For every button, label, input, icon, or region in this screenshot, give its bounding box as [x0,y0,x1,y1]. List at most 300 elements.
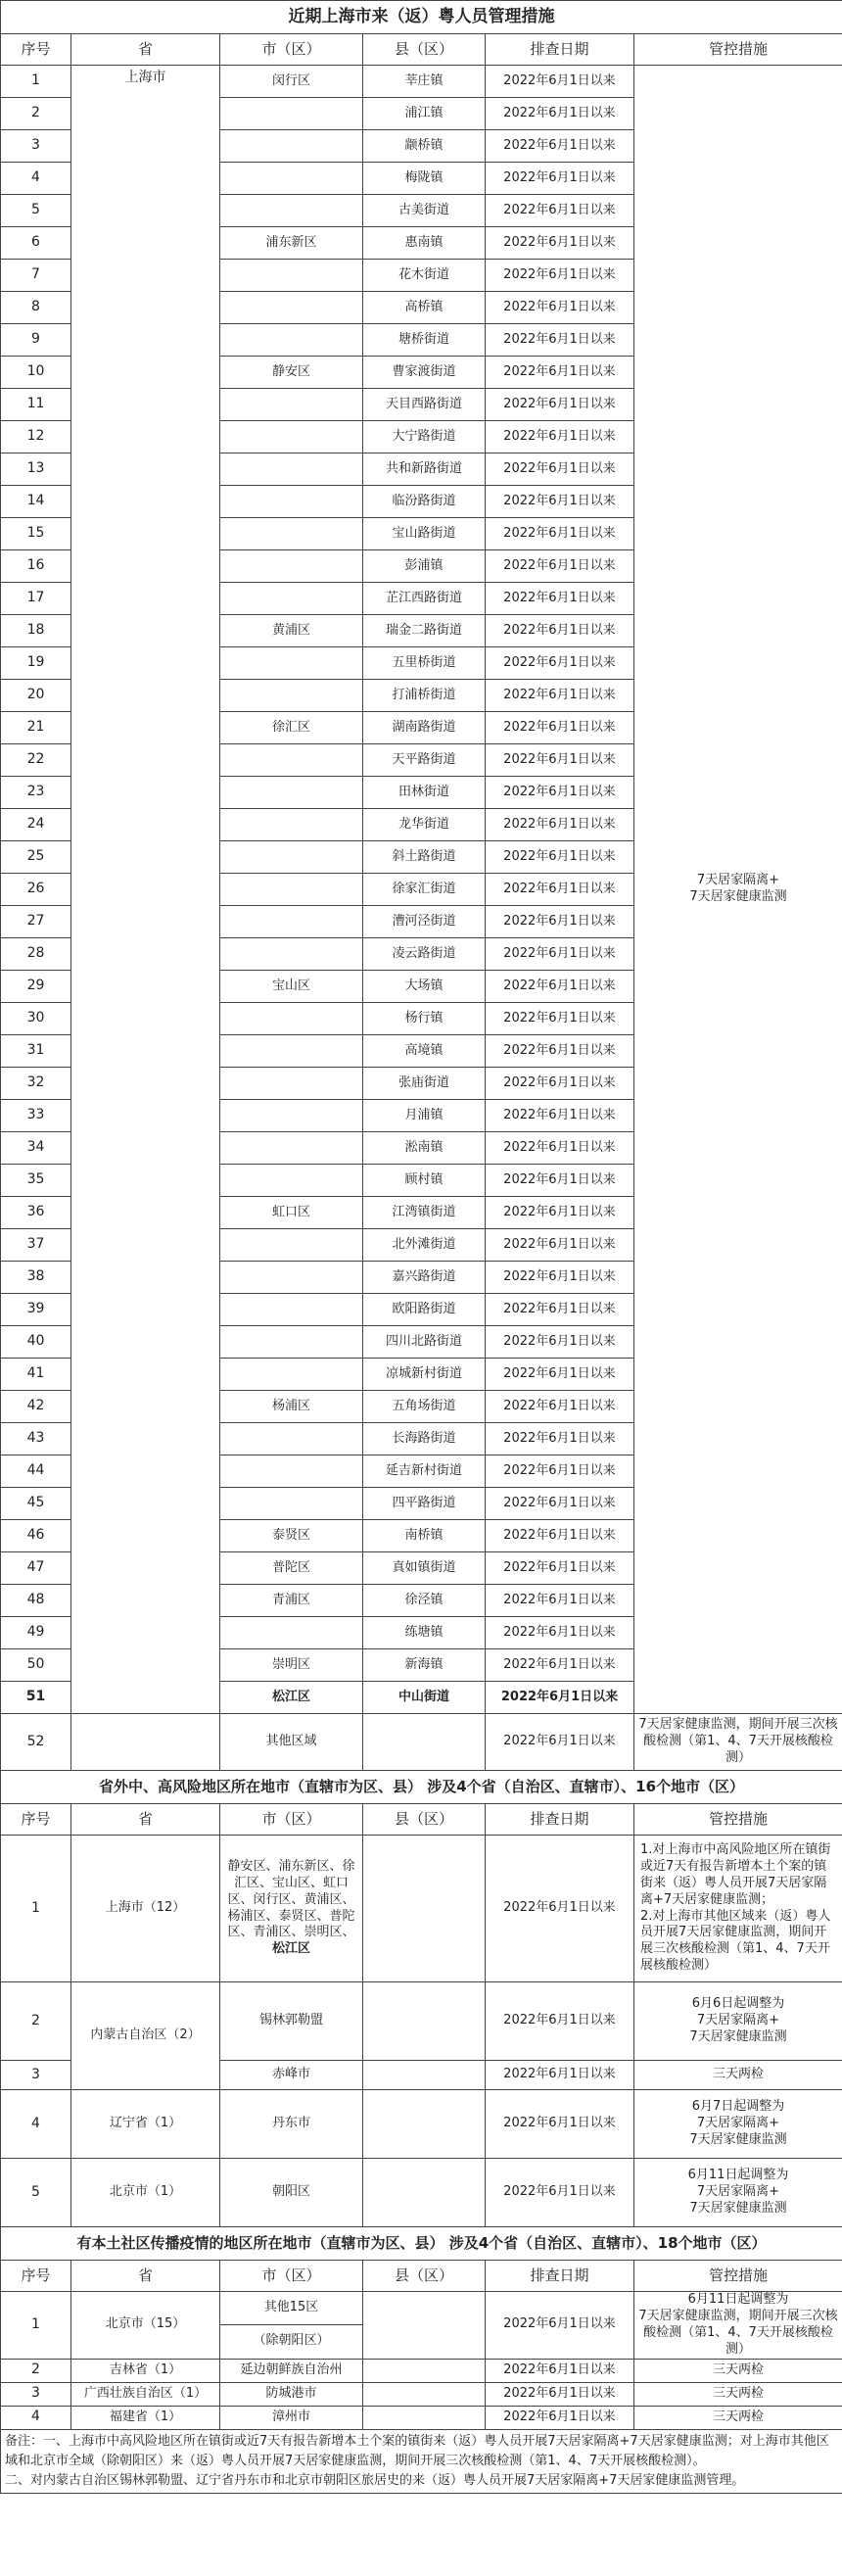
row-number: 1 [1,2292,71,2360]
row-number: 38 [1,1262,71,1294]
date-cell: 2022年6月1日以来 [486,2406,634,2429]
section1-header-row [1,34,842,66]
county-cell: 打浦桥街道 [363,680,486,712]
county-cell: 新海镇 [363,1649,486,1682]
city-cell [220,518,363,550]
table-row [1,66,842,98]
county-cell: 杨行镇 [363,1003,486,1035]
row-number: 41 [1,1359,71,1391]
section2-header-row [1,1804,842,1836]
header-no: 序号 [1,1804,71,1836]
county-cell: 凉城新村街道 [363,1359,486,1391]
county-cell: 延吉新村街道 [363,1455,486,1488]
date-cell: 2022年6月1日以来 [486,1035,634,1068]
row-number: 11 [1,389,71,421]
row-number: 12 [1,421,71,453]
city-cell [220,1423,363,1455]
city-cell: 泰贤区 [220,1520,363,1552]
row-number: 30 [1,1003,71,1035]
city-cell: 松江区 [220,1682,363,1714]
row-number: 19 [1,647,71,680]
table-row [1,2159,842,2227]
measure-cell: 三天两检 [634,2382,842,2406]
county-cell: 大宁路街道 [363,421,486,453]
city-cell: 丹东市 [220,2090,363,2159]
city-cell [220,1455,363,1488]
row-number: 26 [1,874,71,906]
section3-title: 有本土社区传播疫情的地区所在地市（直辖市为区、县） 涉及4个省（自治区、直辖市）、18个地市（区） [1,2227,842,2261]
date-cell: 2022年6月1日以来 [486,324,634,357]
county-cell [363,1836,486,1982]
city-cell [220,744,363,777]
city-cell [220,841,363,874]
row-number: 49 [1,1617,71,1649]
county-cell: 浦江镇 [363,98,486,130]
date-cell: 2022年6月1日以来 [486,1585,634,1617]
date-cell: 2022年6月1日以来 [486,163,634,195]
county-cell: 天目西路街道 [363,389,486,421]
city-cell [220,1294,363,1326]
date-cell: 2022年6月1日以来 [486,1682,634,1714]
measure-cell: 7天居家隔离+ 7天居家健康监测 [634,66,842,1714]
county-cell [363,1982,486,2061]
city-cell: 徐汇区 [220,712,363,744]
row-number: 52 [1,1714,71,1771]
county-cell: 梅陇镇 [363,163,486,195]
date-cell: 2022年6月1日以来 [486,1617,634,1649]
city-cell [220,453,363,486]
county-cell: 嘉兴路街道 [363,1262,486,1294]
city-cell [220,938,363,971]
county-cell: 龙华街道 [363,809,486,841]
county-cell: 北外滩街道 [363,1229,486,1262]
row-number: 46 [1,1520,71,1552]
date-cell: 2022年6月1日以来 [486,1552,634,1585]
section2-title: 省外中、高风险地区所在地市（直辖市为区、县） 涉及4个省（自治区、直辖市）、16个地市（区） [1,1771,842,1804]
measure-cell: 三天两检 [634,2406,842,2429]
county-cell: 五角场街道 [363,1391,486,1423]
row-number: 1 [1,1836,71,1982]
city-cell [220,583,363,615]
section-title-row [1,1771,842,1804]
county-cell: 高桥镇 [363,292,486,324]
row-number: 47 [1,1552,71,1585]
note-row [1,2429,842,2493]
county-cell: 五里桥街道 [363,647,486,680]
date-cell: 2022年6月1日以来 [486,583,634,615]
county-cell: 练塘镇 [363,1617,486,1649]
county-cell: 彭浦镇 [363,550,486,583]
city-cell [220,809,363,841]
province-cell [71,1714,220,1771]
row-number: 25 [1,841,71,874]
date-cell: 2022年6月1日以来 [486,1836,634,1982]
city-cell [220,1229,363,1262]
city-cell [220,195,363,227]
row-number: 17 [1,583,71,615]
city-cell [220,906,363,938]
county-cell: 宝山路街道 [363,518,486,550]
city-cell: 崇明区 [220,1649,363,1682]
county-cell: 凌云路街道 [363,938,486,971]
header-measure: 管控措施 [634,34,842,66]
date-cell: 2022年6月1日以来 [486,971,634,1003]
date-cell: 2022年6月1日以来 [486,2090,634,2159]
row-number: 28 [1,938,71,971]
city-cell: 其他区域 [220,1714,363,1771]
header-no: 序号 [1,2261,71,2292]
date-cell: 2022年6月1日以来 [486,1520,634,1552]
row-number: 4 [1,2406,71,2429]
row-number: 7 [1,260,71,292]
date-cell: 2022年6月1日以来 [486,1229,634,1262]
county-cell: 惠南镇 [363,227,486,260]
city-cell: 宝山区 [220,971,363,1003]
row-number: 5 [1,2159,71,2227]
county-cell [363,2359,486,2382]
date-cell: 2022年6月1日以来 [486,712,634,744]
date-cell: 2022年6月1日以来 [486,1982,634,2061]
row-number: 2 [1,1982,71,2061]
date-cell: 2022年6月1日以来 [486,744,634,777]
county-cell: 淞南镇 [363,1132,486,1165]
date-cell: 2022年6月1日以来 [486,809,634,841]
city-cell: 青浦区 [220,1585,363,1617]
county-cell [363,2159,486,2227]
header-county: 县（区） [363,2261,486,2292]
county-cell: 长海路街道 [363,1423,486,1455]
row-number: 31 [1,1035,71,1068]
header-date: 排查日期 [486,2261,634,2292]
city-cell [220,647,363,680]
header-no: 序号 [1,34,71,66]
date-cell: 2022年6月1日以来 [486,906,634,938]
county-cell: 四平路街道 [363,1488,486,1520]
city-cell: 防城港市 [220,2382,363,2406]
note-cell [1,2429,842,2493]
date-cell: 2022年6月1日以来 [486,2292,634,2360]
date-cell: 2022年6月1日以来 [486,1262,634,1294]
city-cell [220,1165,363,1197]
date-cell: 2022年6月1日以来 [486,98,634,130]
row-number: 51 [1,1682,71,1714]
city-cell: 虹口区 [220,1197,363,1229]
city-cell [220,1359,363,1391]
date-cell: 2022年6月1日以来 [486,1100,634,1132]
city-cell [220,260,363,292]
county-cell: 中山街道 [363,1682,486,1714]
row-number: 18 [1,615,71,647]
date-cell: 2022年6月1日以来 [486,1165,634,1197]
county-cell [363,2382,486,2406]
row-number: 23 [1,777,71,809]
city-cell: 延边朝鲜族自治州 [220,2359,363,2382]
city-cell: 普陀区 [220,1552,363,1585]
city-cell [220,1262,363,1294]
date-cell: 2022年6月1日以来 [486,1391,634,1423]
row-number: 6 [1,227,71,260]
county-cell: 古美街道 [363,195,486,227]
row-number: 35 [1,1165,71,1197]
date-cell: 2022年6月1日以来 [486,2359,634,2382]
header-city: 市（区） [220,34,363,66]
date-cell: 2022年6月1日以来 [486,421,634,453]
county-cell: 临汾路街道 [363,486,486,518]
city-cell [220,550,363,583]
date-cell: 2022年6月1日以来 [486,260,634,292]
county-cell: 天平路街道 [363,744,486,777]
county-cell: 花木街道 [363,260,486,292]
date-cell: 2022年6月1日以来 [486,66,634,98]
row-number: 4 [1,163,71,195]
date-cell: 2022年6月1日以来 [486,2382,634,2406]
date-cell: 2022年6月1日以来 [486,680,634,712]
date-cell: 2022年6月1日以来 [486,1455,634,1488]
county-cell: 南桥镇 [363,1520,486,1552]
date-cell: 2022年6月1日以来 [486,292,634,324]
province-cell: 广西壮族自治区（1） [71,2382,220,2406]
header-province: 省 [71,1804,220,1836]
header-measure: 管控措施 [634,2261,842,2292]
row-number: 14 [1,486,71,518]
date-cell: 2022年6月1日以来 [486,615,634,647]
city-cell: 朝阳区 [220,2159,363,2227]
city-cell [220,1132,363,1165]
row-number: 32 [1,1068,71,1100]
row-number: 8 [1,292,71,324]
date-cell: 2022年6月1日以来 [486,1003,634,1035]
city-cell: 赤峰市 [220,2061,363,2090]
date-cell: 2022年6月1日以来 [486,1068,634,1100]
row-number: 34 [1,1132,71,1165]
row-number: 29 [1,971,71,1003]
date-cell: 2022年6月1日以来 [486,195,634,227]
row-number: 42 [1,1391,71,1423]
measure-cell: 6月11日起调整为 7天居家健康监测，期间开展三次核酸检测（第1、4、7天开展核酸检测） [634,2292,842,2360]
county-cell: 共和新路街道 [363,453,486,486]
city-cell [220,1035,363,1068]
date-cell: 2022年6月1日以来 [486,389,634,421]
row-number: 39 [1,1294,71,1326]
date-cell: 2022年6月1日以来 [486,1359,634,1391]
county-cell [363,2090,486,2159]
city-cell [220,1836,363,1982]
date-cell: 2022年6月1日以来 [486,841,634,874]
city-cell [220,680,363,712]
row-number: 2 [1,2359,71,2382]
date-cell: 2022年6月1日以来 [486,130,634,163]
row-number: 9 [1,324,71,357]
date-cell: 2022年6月1日以来 [486,938,634,971]
city-cell [220,1326,363,1359]
date-cell: 2022年6月1日以来 [486,874,634,906]
table-row [1,2359,842,2382]
row-number: 24 [1,809,71,841]
county-cell: 瑞金二路街道 [363,615,486,647]
date-cell: 2022年6月1日以来 [486,357,634,389]
row-number: 45 [1,1488,71,1520]
city-cell: 黄浦区 [220,615,363,647]
city-cell: 浦东新区 [220,227,363,260]
row-number: 36 [1,1197,71,1229]
row-number: 40 [1,1326,71,1359]
row-number: 1 [1,66,71,98]
row-number: 43 [1,1423,71,1455]
county-cell [363,1714,486,1771]
date-cell: 2022年6月1日以来 [486,1649,634,1682]
date-cell: 2022年6月1日以来 [486,486,634,518]
note-line2: 二、对内蒙古自治区锡林郭勒盟、辽宁省丹东市和北京市朝阳区旅居史的来（返）粤人员开展7天居家隔离+7天居家健康监测管理。 [5,2472,745,2488]
province-cell: 福建省（1） [71,2406,220,2429]
date-cell: 2022年6月1日以来 [486,1132,634,1165]
row-number: 21 [1,712,71,744]
county-cell: 曹家渡街道 [363,357,486,389]
county-cell: 塘桥街道 [363,324,486,357]
county-cell: 斜土路街道 [363,841,486,874]
table-row [1,2406,842,2429]
header-province: 省 [71,2261,220,2292]
row-number: 50 [1,1649,71,1682]
county-cell: 欧阳路街道 [363,1294,486,1326]
province-cell: 北京市（15） [71,2292,220,2360]
city-cell: 锡林郭勒盟 [220,1982,363,2061]
province-cell: 吉林省（1） [71,2359,220,2382]
province-cell: 辽宁省（1） [71,2090,220,2159]
county-cell: 颛桥镇 [363,130,486,163]
measure-cell: 7天居家健康监测，期间开展三次核酸检测（第1、4、7天开展核酸检测） [634,1714,842,1771]
measure-cell: 1.对上海市中高风险地区所在镇街或近7天有报告新增本土个案的镇街来（返）粤人员开展7天居家隔离+7天居家健康监测； 2.对上海市其他区域来（返）粤人员开展7天居家健康监测，期间开展三次核酸检测（第1、4、7天开展核酸检测） [634,1836,842,1982]
city-cell: 其他15区 [220,2292,363,2325]
row-number: 15 [1,518,71,550]
date-cell: 2022年6月1日以来 [486,2159,634,2227]
date-cell: 2022年6月1日以来 [486,1197,634,1229]
date-cell: 2022年6月1日以来 [486,777,634,809]
city-cell: 闵行区 [220,66,363,98]
row-number: 10 [1,357,71,389]
province-cell: 内蒙古自治区（2） [71,1982,220,2090]
city-cell [220,324,363,357]
row-number: 4 [1,2090,71,2159]
county-cell: 大场镇 [363,971,486,1003]
header-province: 省 [71,34,220,66]
measure-cell: 6月11日起调整为 7天居家隔离+ 7天居家健康监测 [634,2159,842,2227]
header-county: 县（区） [363,1804,486,1836]
county-cell: 田林街道 [363,777,486,809]
county-cell [363,2292,486,2360]
county-cell: 江湾镇街道 [363,1197,486,1229]
row-number: 2 [1,98,71,130]
county-cell [363,2406,486,2429]
date-cell: 2022年6月1日以来 [486,647,634,680]
province-cell: 上海市（12） [71,1836,220,1982]
city-cell: 杨浦区 [220,1391,363,1423]
measure-cell: 三天两检 [634,2359,842,2382]
county-cell: 漕河泾街道 [363,906,486,938]
city-list: 静安区、浦东新区、徐汇区、宝山区、虹口区、闵行区、黄浦区、杨浦区、泰贤区、普陀区、青浦区、崇明区、 [227,1858,355,1940]
county-cell: 徐泾镇 [363,1585,486,1617]
date-cell: 2022年6月1日以来 [486,518,634,550]
city-cell: 静安区 [220,357,363,389]
county-cell: 芷江西路街道 [363,583,486,615]
city-cell [220,777,363,809]
county-cell: 四川北路街道 [363,1326,486,1359]
date-cell: 2022年6月1日以来 [486,453,634,486]
county-cell: 月浦镇 [363,1100,486,1132]
row-number: 44 [1,1455,71,1488]
table-row [1,1714,842,1771]
header-measure: 管控措施 [634,1804,842,1836]
city-cell [220,292,363,324]
row-number: 13 [1,453,71,486]
province-cell: 北京市（1） [71,2159,220,2227]
header-city: 市（区） [220,2261,363,2292]
measure-cell: 三天两检 [634,2061,842,2090]
county-cell [363,2061,486,2090]
row-number: 37 [1,1229,71,1262]
county-cell: 顾村镇 [363,1165,486,1197]
row-number: 27 [1,906,71,938]
date-cell: 2022年6月1日以来 [486,227,634,260]
section1-title: 近期上海市来（返）粤人员管理措施 [1,1,842,34]
date-cell: 2022年6月1日以来 [486,550,634,583]
date-cell: 2022年6月1日以来 [486,2061,634,2090]
row-number: 16 [1,550,71,583]
date-cell: 2022年6月1日以来 [486,1714,634,1771]
row-number: 3 [1,130,71,163]
city-list-highlight: 松江区 [271,1941,310,1957]
header-city: 市（区） [220,1804,363,1836]
row-number: 22 [1,744,71,777]
date-cell: 2022年6月1日以来 [486,1326,634,1359]
section-title-row [1,2227,842,2261]
county-cell: 高境镇 [363,1035,486,1068]
city-cell [220,1003,363,1035]
county-cell: 张庙街道 [363,1068,486,1100]
measure-cell: 6月6日起调整为 7天居家隔离+ 7天居家健康监测 [634,1982,842,2061]
table-row [1,2382,842,2406]
city-cell [220,389,363,421]
note-line1: 备注：一、上海市中高风险地区所在镇街或近7天有报告新增本土个案的镇街来（返）粤人员开展7天居家隔离+7天居家健康监测；对上海市其他区域和北京市全域（除朝阳区）来（返）粤人员开展7天居家健康监测，期间开展三次核酸检测（第1、4、7天开展核酸检测）。 [5,2433,829,2468]
city-cell [220,1068,363,1100]
row-number: 3 [1,2061,71,2090]
table-row [1,1982,842,2061]
city-cell [220,1100,363,1132]
city-cell [220,98,363,130]
county-cell: 真如镇街道 [363,1552,486,1585]
county-cell: 莘庄镇 [363,66,486,98]
province-cell: 上海市 [71,66,220,1714]
header-county: 县（区） [363,34,486,66]
county-cell: 湖南路街道 [363,712,486,744]
table-row [1,2292,842,2325]
city-cell: 漳州市 [220,2406,363,2429]
county-cell: 徐家汇街道 [363,874,486,906]
city-cell: （除朝阳区） [220,2325,363,2359]
row-number: 5 [1,195,71,227]
table-row [1,2090,842,2159]
header-date: 排查日期 [486,34,634,66]
city-cell [220,1617,363,1649]
city-cell [220,421,363,453]
date-cell: 2022年6月1日以来 [486,1423,634,1455]
table-row [1,1836,842,1982]
city-cell [220,486,363,518]
row-number: 20 [1,680,71,712]
row-number: 3 [1,2382,71,2406]
city-cell [220,874,363,906]
row-number: 33 [1,1100,71,1132]
header-date: 排查日期 [486,1804,634,1836]
